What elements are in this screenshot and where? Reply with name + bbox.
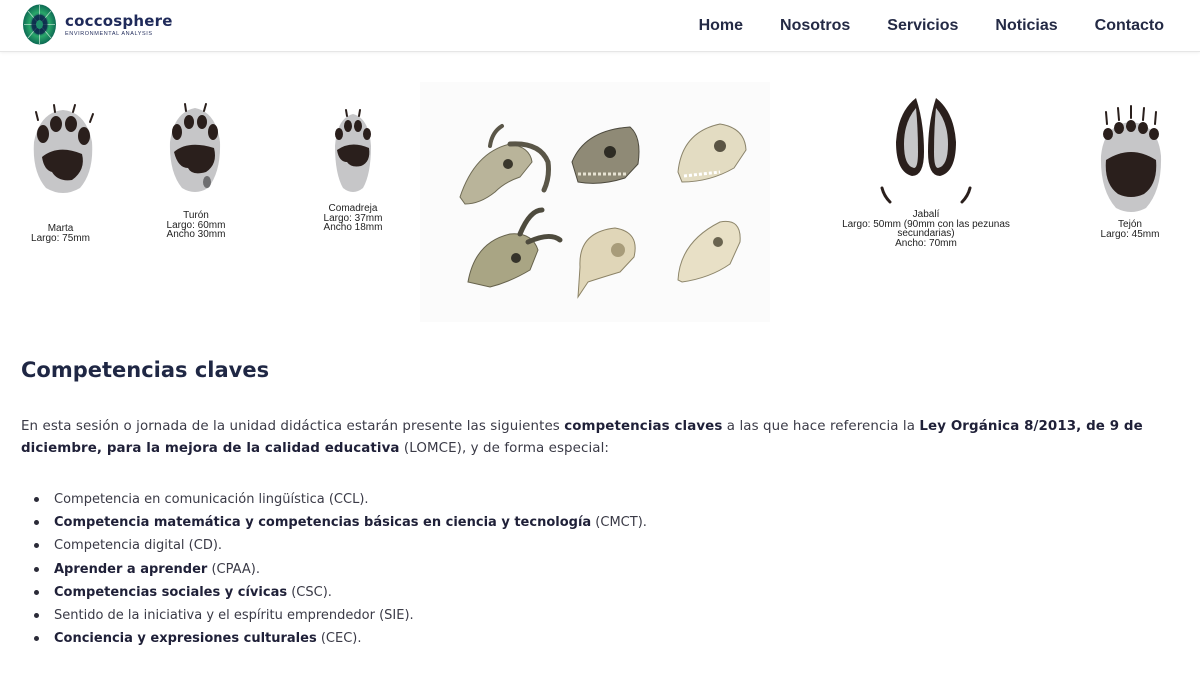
footprints-figure <box>0 62 1200 332</box>
marta-caption: Marta Largo: 75mm <box>31 223 90 244</box>
turon-caption: Turón Largo: 60mm Ancho 30mm <box>166 210 226 240</box>
nav-nosotros[interactable]: Nosotros <box>780 16 851 34</box>
tejon-caption: Tejón Largo: 45mm <box>1100 219 1160 240</box>
turon-footprint-icon <box>166 102 224 196</box>
comadreja-caption: Comadreja Largo: 37mm Ancho 18mm <box>323 203 383 233</box>
list-item: Aprender a aprender (CPAA). <box>21 558 647 581</box>
nav-contacto[interactable]: Contacto <box>1094 16 1164 34</box>
list-item: Competencias sociales y cívicas (CSC). <box>21 581 647 604</box>
tejon-footprint-icon <box>1098 104 1164 216</box>
list-item: Sentido de la iniciativa y el espíritu emprendedor (SIE). <box>21 604 647 627</box>
competencias-list <box>21 488 647 650</box>
intro-paragraph: En esta sesión o jornada de la unidad didáctica estarán presente las siguientes competencias claves a las que hace referencia la Ley Orgánica 8/2013, de 9 de diciembre, para la mejora de la calidad educativa (LOMCE), y de forma especial: <box>21 419 1143 456</box>
site-logo[interactable] <box>22 3 173 46</box>
nav-servicios[interactable]: Servicios <box>887 16 959 34</box>
logo-subtitle: ENVIRONMENTAL ANALYSIS <box>65 30 153 37</box>
logo-name: coccosphere <box>65 11 173 30</box>
jabali-caption: Jabalí Largo: 50mm (90mm con las pezunas secundarias) Ancho: 70mm <box>842 209 1010 249</box>
marta-footprint-icon <box>28 102 98 200</box>
coccosphere-logo-icon <box>22 3 57 46</box>
list-item: Competencia digital (CD). <box>21 534 647 557</box>
jabali-footprint-icon <box>876 92 976 212</box>
list-item: Competencia matemática y competencias básicas en ciencia y tecnología (CMCT). <box>21 511 647 534</box>
nav-noticias[interactable]: Noticias <box>995 16 1058 34</box>
list-item: Competencia en comunicación lingüística (CCL). <box>21 488 647 511</box>
main-nav <box>662 0 1164 51</box>
site-header <box>0 0 1200 52</box>
nav-home[interactable]: Home <box>698 16 744 34</box>
section-title: Competencias claves <box>21 358 270 382</box>
list-item: Conciencia y expresiones culturales (CEC). <box>21 627 647 650</box>
comadreja-footprint-icon <box>331 108 375 196</box>
